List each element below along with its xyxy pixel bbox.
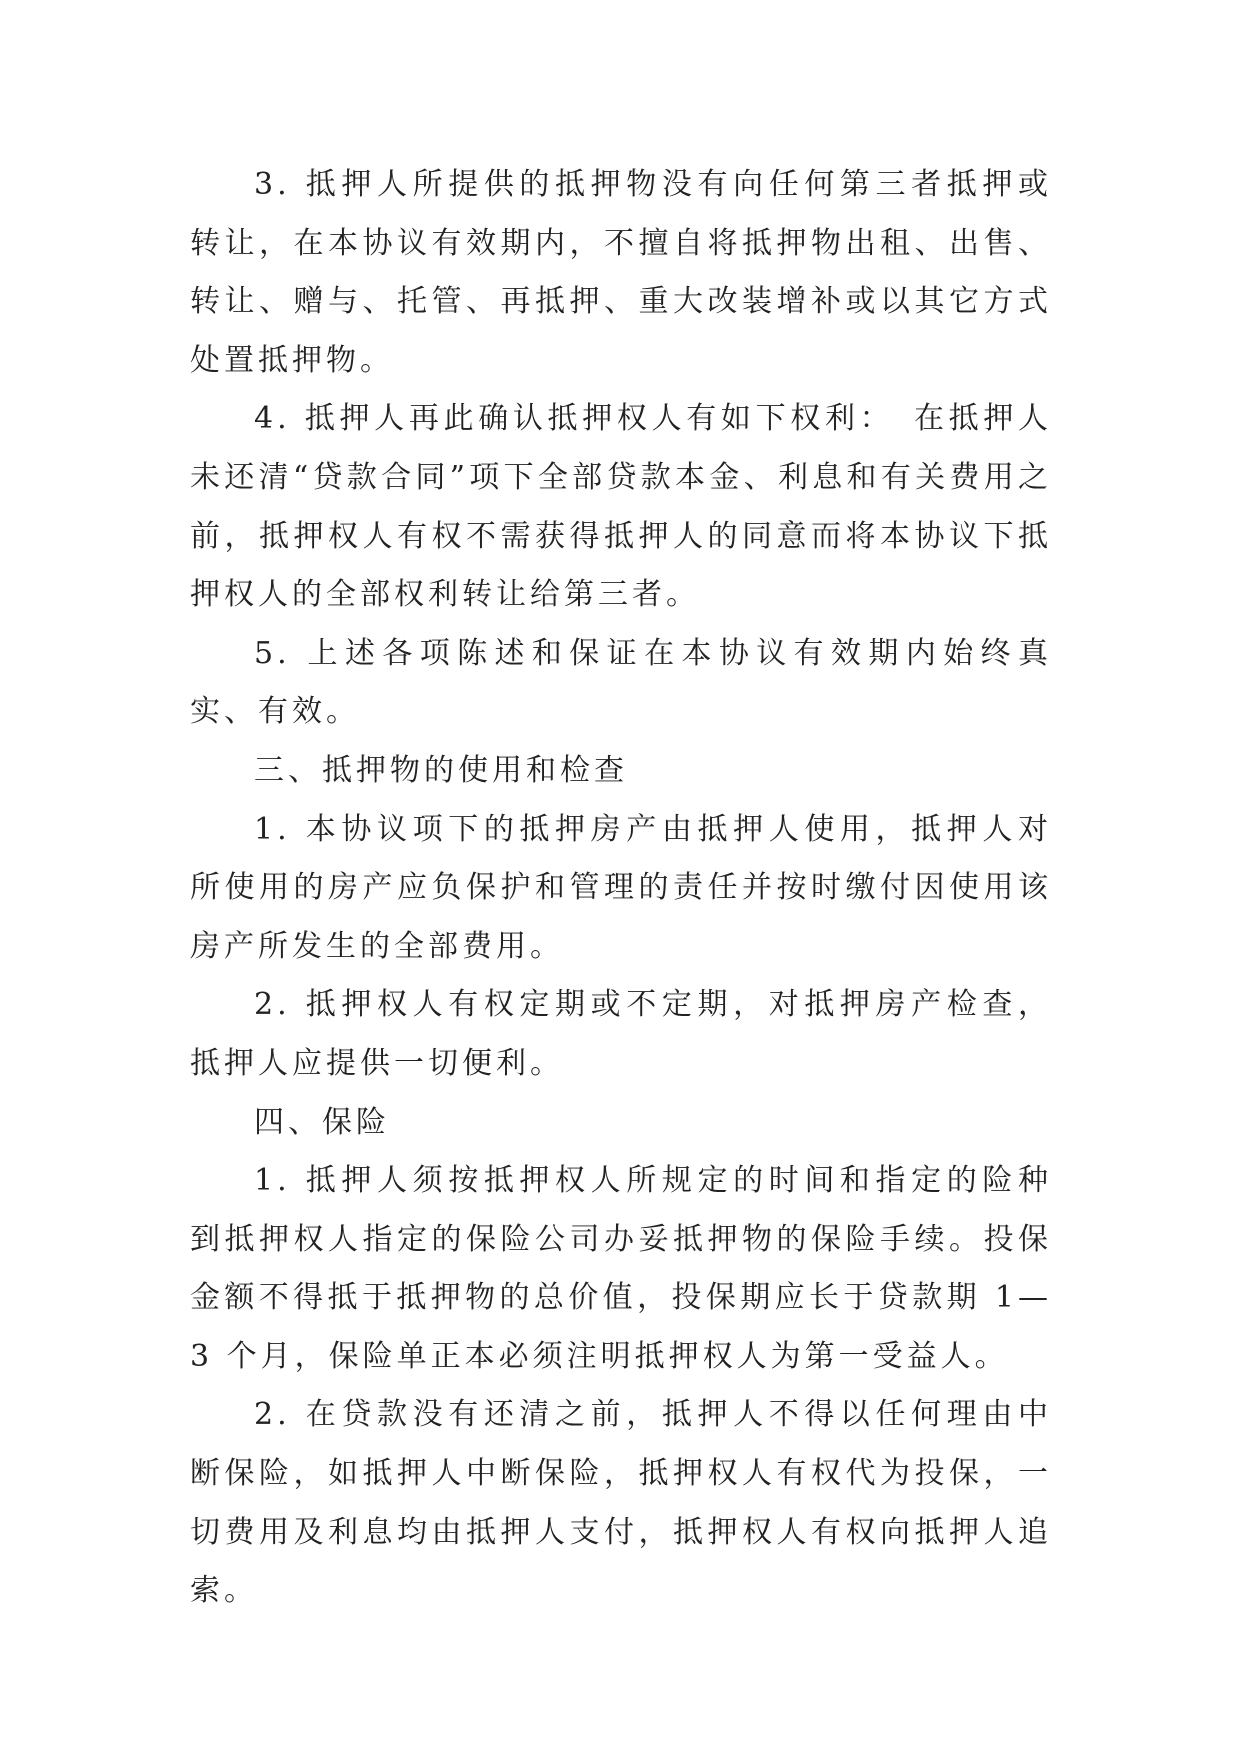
section-3-clause-1: 1. 本协议项下的抵押房产由抵押人使用，抵押人对所使用的房产应负保护和管理的责任并按时缴付因使用该房产所发生的全部费用。 (190, 811, 1052, 964)
section-3-heading: 三、抵押物的使用和检查 (254, 752, 628, 788)
section-4-heading: 四、保险 (254, 1104, 390, 1140)
section-3-clause-2: 2. 抵押权人有权定期或不定期，对抵押房产检查，抵押人应提供一切便利。 (190, 987, 1052, 1081)
document-body (190, 156, 1052, 1621)
section-4-clause-1: 1. 抵押人须按抵押权人所规定的时间和指定的险种到抵押权人指定的保险公司办妥抵押物的保险手续。投保金额不得抵于抵押物的总价值，投保期应长于贷款期 1—3 个月，保险单正本必须注明抵押权人为第一受益人。 (190, 1163, 1052, 1374)
section-4-clause-2: 2. 在贷款没有还清之前，抵押人不得以任何理由中断保险，如抵押人中断保险，抵押权人有权代为投保，一切费用及利息均由抵押人支付，抵押权人有权向抵押人追索。 (190, 1397, 1052, 1609)
clause-5-statements-valid: 5. 上述各项陈述和保证在本协议有效期内始终真实、有效。 (190, 635, 1052, 730)
clause-3-no-third-party-pledge: 3. 抵押人所提供的抵押物没有向任何第三者抵押或转让，在本协议有效期内，不擅自将抵押物出租、出售、转让、赠与、托管、再抵押、重大改装增补或以其它方式处置抵押物。 (190, 167, 1052, 378)
clause-4-mortgagee-rights: 4. 抵押人再此确认抵押权人有如下权利： 在抵押人未还清“贷款合同”项下全部贷款本金、利息和有关费用之前，抵押权人有权不需获得抵押人的同意而将本协议下抵押权人的全部权利转让给第三者。 (190, 401, 1052, 613)
